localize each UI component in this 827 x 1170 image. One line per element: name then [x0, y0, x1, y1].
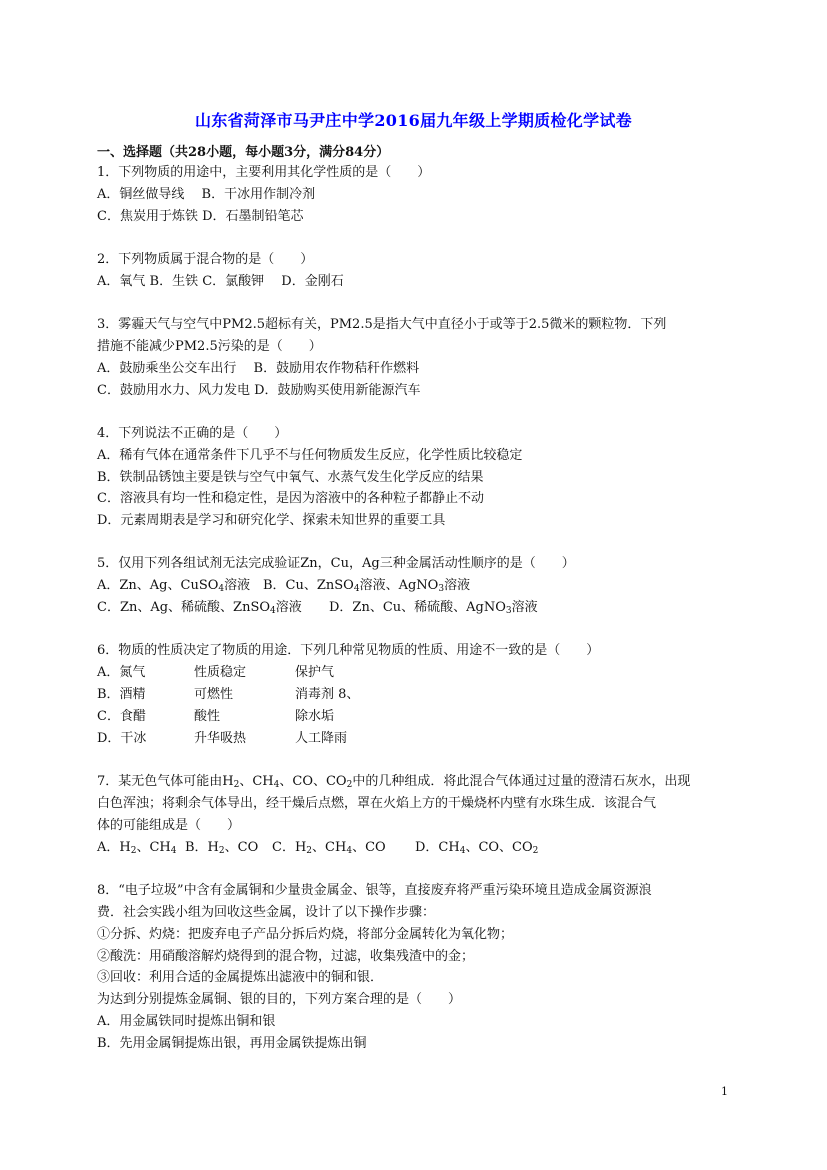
question-5-stem: 5．仅用下列各组试剂无法完成验证Zn，Cu，Ag三种金属活动性顺序的是（ ）: [97, 556, 575, 571]
question-5-option-d: D．Zn、Cu、稀硫酸、AgNO$_3$溶液: [329, 600, 538, 616]
question-7-option-d: D．$CH_4$、CO、$CO_2$: [415, 840, 539, 856]
row-label: C．食醋: [97, 709, 146, 724]
question-5-option-b: B．Cu、ZnSO$_4$溶液、AgNO$_3$溶液: [263, 578, 471, 594]
exam-title: 山东省菏泽市马尹庄中学2016届九年级上学期质检化学试卷: [195, 111, 632, 130]
question-4-stem: 4．下列说法不正确的是（ ）: [97, 426, 288, 441]
row-use: 保护气: [295, 665, 335, 680]
row-label: A．氮气: [97, 665, 146, 680]
question-2-stem: 2．下列物质属于混合物的是（ ）: [97, 252, 314, 267]
question-7-stem-line1: 7．某无色气体可能由$H_2$、$CH_4$、CO、$CO_2$中的几种组成．将此混合气体通过过量的澄清石灰水，出现: [97, 774, 691, 790]
page-number: 1: [721, 1085, 728, 1098]
question-3-stem-line1: 3．雾霾天气与空气中PM2.5超标有关，PM2.5是指大气中直径小于或等于2.5微米的颗粒物．下列: [97, 317, 667, 332]
question-2-options: A．氧气 B．生铁 C．氯酸钾 D．金刚石: [97, 274, 344, 289]
row-use: 消毒剂 8、: [295, 687, 360, 702]
question-5-option-a: A．Zn、Ag、CuSO$_4$溶液: [97, 578, 251, 594]
question-1-options-cd: C．焦炭用于炼铁 D．石墨制铅笔芯: [97, 209, 304, 224]
row-property: 性质稳定: [194, 665, 247, 680]
question-1-stem: 1．下列物质的用途中，主要利用其化学性质的是（ ）: [97, 165, 431, 180]
question-4-option-b: B．铁制品锈蚀主要是铁与空气中氧气、水蒸气发生化学反应的结果: [97, 470, 484, 485]
question-8-step-1: ①分拆、灼烧：把废弃电子产品分拆后灼烧，将部分金属转化为氧化物；: [97, 927, 514, 942]
question-7-stem-line2: 白色浑浊；将剩余气体导出，经干燥后点燃，罩在火焰上方的干燥烧杯内壁有水珠生成．该混合气: [97, 796, 657, 811]
question-7-option-b: B．$H_2$、CO: [185, 840, 259, 856]
question-3-stem-line2: 措施不能减少PM2.5污染的是（ ）: [97, 339, 322, 354]
question-8-stem-line2: 费．社会实践小组为回收这些金属，设计了以下操作步骤：: [97, 905, 436, 920]
question-7-option-c: C．$H_2$、$CH_4$、CO: [272, 840, 386, 856]
question-5-option-c: C．Zn、Ag、稀硫酸、ZnSO$_4$溶液: [97, 600, 302, 616]
question-7-option-a: A．$H_2$、$CH_4$: [97, 840, 177, 856]
question-7-stem-line3: 体的可能组成是（ ）: [97, 818, 241, 833]
question-3-options-ab: A．鼓励乘坐公交车出行 B．鼓励用农作物秸秆作燃料: [97, 361, 420, 376]
row-use: 人工降雨: [295, 731, 348, 746]
question-8-stem-line1: 8．“电子垃圾”中含有金属铜和少量贵金属金、银等，直接废弃将严重污染环境且造成金属资源浪: [97, 883, 652, 898]
question-8-step-3: ③回收：利用合适的金属提炼出滤液中的铜和银．: [97, 970, 384, 985]
question-4-option-d: D．元素周期表是学习和研究化学、探索未知世界的重要工具: [97, 513, 446, 528]
row-property: 升华吸热: [194, 731, 247, 746]
question-4-option-c: C．溶液具有均一性和稳定性，是因为溶液中的各种粒子都静止不动: [97, 491, 484, 506]
question-6-stem: 6．物质的性质决定了物质的用途．下列几种常见物质的性质、用途不一致的是（ ）: [97, 643, 600, 658]
row-property: 可燃性: [194, 687, 234, 702]
row-label: D．干冰: [97, 731, 147, 746]
section-heading: 一、选择题（共28小题，每小题3分，满分84分）: [97, 145, 390, 160]
row-label: B．酒精: [97, 687, 146, 702]
question-8-question: 为达到分别提炼金属铜、银的目的，下列方案合理的是（ ）: [97, 992, 462, 1007]
question-8-step-2: ②酸洗：用硝酸溶解灼烧得到的混合物，过滤，收集残渣中的金；: [97, 949, 475, 964]
question-8-option-a: A．用金属铁同时提炼出铜和银: [97, 1014, 276, 1029]
question-8-option-b: B．先用金属铜提炼出银，再用金属铁提炼出铜: [97, 1036, 367, 1051]
question-1-options-ab: A．铜丝做导线 B．干冰用作制冷剂: [97, 187, 316, 202]
question-3-options-cd: C．鼓励用水力、风力发电 D．鼓励购买使用新能源汽车: [97, 383, 421, 398]
row-use: 除水垢: [295, 709, 335, 724]
question-4-option-a: A．稀有气体在通常条件下几乎不与任何物质发生反应，化学性质比较稳定: [97, 448, 523, 463]
row-property: 酸性: [194, 709, 221, 724]
